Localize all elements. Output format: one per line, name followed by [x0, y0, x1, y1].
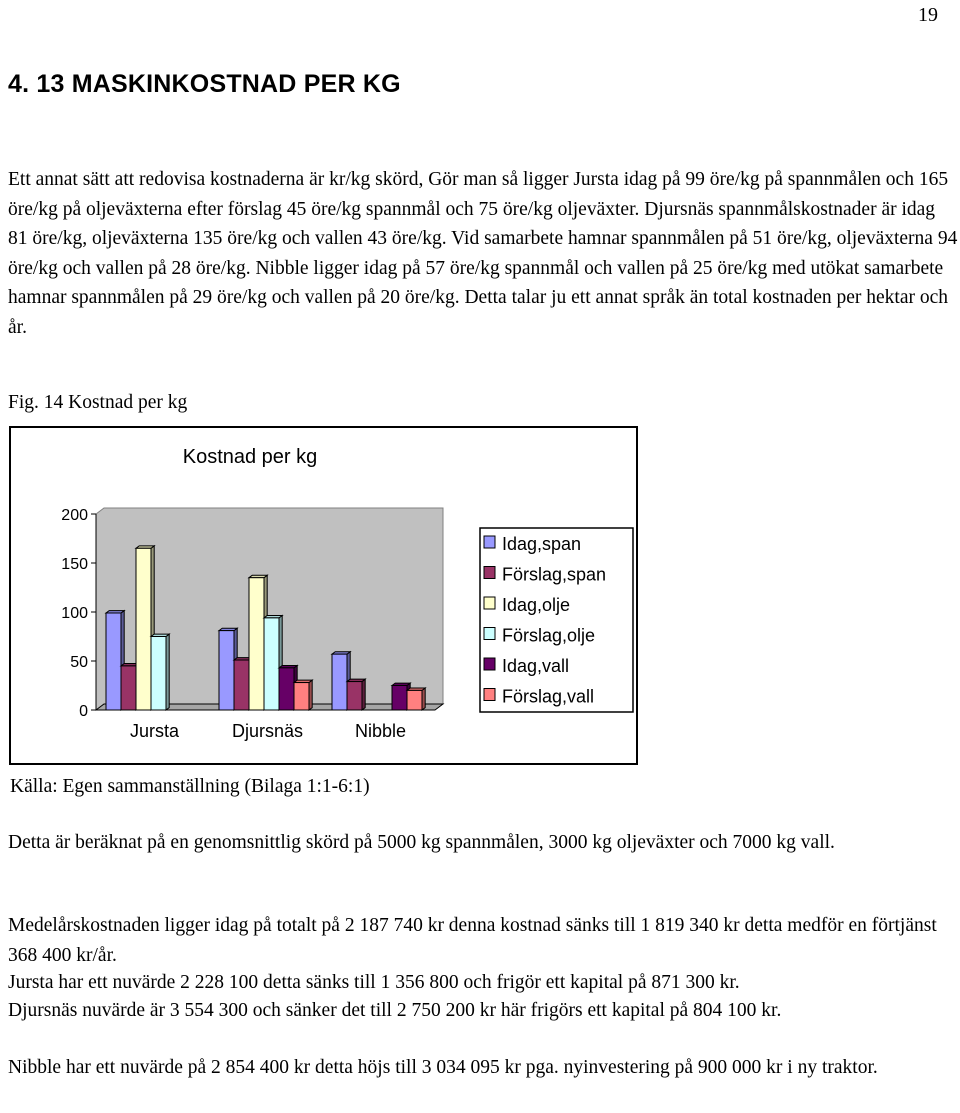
chart-title: Kostnad per kg [182, 446, 318, 468]
legend-box [480, 528, 633, 712]
y-tick-label: 100 [61, 605, 88, 622]
average-cost-paragraph: Medelårskostnaden ligger idag på totalt på 2 187 740 kr denna kostnad sänks till 1 819 340 kr detta medför en förtjänst 368 400 kr/år. [8, 915, 937, 966]
x-category-label: Djursnäs [231, 721, 304, 741]
legend-swatch [484, 567, 495, 579]
bar-chart [9, 426, 638, 765]
y-tick-label: 0 [79, 703, 88, 720]
intro-paragraph: Ett annat sätt att redovisa kostnaderna är kr/kg skörd, Gör man så ligger Jursta idag på 99 öre/kg på spannmålen och 165 öre/kg på oljeväxterna efter förslag 45 öre/kg spannmål och 75 öre/kg oljeväxter. Djursnäs spannmålskostnader är idag 81 öre/kg, oljeväxterna 135 öre/kg och vallen 43 öre/kg. Vid samarbete hamnar spannmålen på 51 öre/kg, oljeväxterna 94 öre/kg och vallen på 28 öre/kg. Nibble ligger idag på 57 öre/kg spannmål och vallen på 25 öre/kg med utökat samarbete hamnar spannmålen på 29 öre/kg och vallen på 20 öre/kg. Detta talar ju ett annat språk än total kostnaden per hektar och år. [8, 169, 958, 338]
page-number: 19 [918, 4, 938, 26]
legend-swatch [484, 689, 495, 701]
x-category-label: Jursta [129, 721, 180, 741]
legend-label: Idag,olje [502, 595, 571, 615]
bar-3-0 [151, 634, 169, 710]
legend-label: Förslag,span [502, 564, 607, 585]
legend-swatch [484, 628, 495, 640]
legend-label: Förslag,olje [502, 625, 596, 646]
jursta-paragraph: Jursta har ett nuvärde 2 228 100 detta sänks till 1 356 800 och frigör ett kapital på 871 300 kr. [8, 972, 740, 993]
x-category-label: Nibble [354, 721, 407, 741]
legend-swatch [484, 658, 495, 670]
basis-paragraph: Detta är beräknat på en genomsnittlig skörd på 5000 kg spannmålen, 3000 kg oljeväxter och 7000 kg vall. [8, 832, 835, 853]
y-tick-label: 50 [70, 654, 88, 671]
legend-label: Idag,span [502, 534, 582, 554]
legend-label: Idag,vall [502, 656, 570, 676]
nibble-paragraph: Nibble har ett nuvärde på 2 854 400 kr detta höjs till 3 034 095 kr pga. nyinvestering på 900 000 kr i ny traktor. [8, 1057, 878, 1078]
figure-caption: Fig. 14 Kostnad per kg [8, 392, 188, 413]
bar-5-1 [294, 680, 312, 710]
legend-swatch [484, 536, 495, 548]
legend-label: Förslag,vall [502, 686, 595, 707]
bar-5-2 [407, 688, 425, 710]
legend-swatch [484, 597, 495, 609]
y-tick-label: 150 [61, 556, 88, 573]
y-tick-label: 200 [61, 507, 88, 524]
djursnas-paragraph: Djursnäs nuvärde är 3 554 300 och sänker det till 2 750 200 kr här frigörs ett kapital på 804 100 kr. [8, 1000, 782, 1021]
source-note: Källa: Egen sammanställning (Bilaga 1:1-6:1) [10, 776, 370, 797]
bar-1-2 [347, 679, 365, 710]
section-heading: 4. 13 MASKINKOSTNAD PER KG [8, 70, 401, 98]
